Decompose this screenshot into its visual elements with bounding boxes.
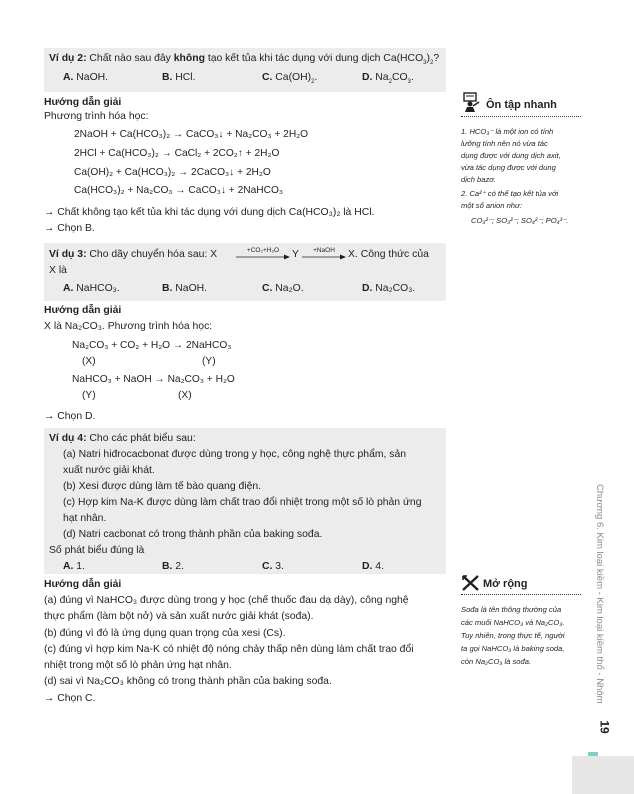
example-3-question-end: X. Công thức của — [348, 249, 429, 260]
example-2-question: Ví dụ 2: Chất nào sau đây không tạo kết tủa khi tác dụng với dung dịch $Ca(HCO_3)_2$? — [49, 53, 440, 67]
review-title: Ôn tập nhanh — [486, 99, 557, 111]
example-3-option-c: C. Na₂O. — [262, 283, 304, 294]
solution-4-title: Hướng dẫn giải — [44, 579, 122, 590]
example-2-option-c: C. $Ca(OH)_2$. — [262, 72, 318, 86]
example-4-question: Ví dụ 4: Cho các phát biểu sau: — [49, 433, 196, 444]
expand-divider — [461, 594, 581, 595]
review-line: CO₃²⁻; SO₃²⁻; SO₄²⁻; PO₄³⁻. — [471, 216, 569, 225]
example-4-count-question: Số phát biểu đúng là — [49, 545, 145, 556]
species-label: (X) — [178, 390, 192, 401]
answer-2: → Chọn B. — [44, 223, 95, 234]
solution-4-line: thực phẩm (làm bột nở) và sản xuất nước giải khát (sođa). — [44, 611, 314, 622]
page-number: 19 — [597, 720, 612, 734]
equation-line: NaHCO₃ + NaOH → Na₂CO₃ + H₂O — [72, 374, 235, 385]
solution-4-line: (d) sai vì Na₂CO₃ không có trong thành phần của baking sođa. — [44, 676, 332, 687]
equation-line: 2HCl + Ca(HCO₃)₂ → CaCl₂ + 2CO₂↑ + 2H₂O — [74, 148, 280, 159]
expand-line: Tuy nhiên, trong thực tế, người — [461, 631, 565, 640]
expand-line: các muối NaHCO₃ và Na₂CO₃. — [461, 618, 565, 627]
review-line: một số anion như: — [461, 201, 522, 210]
expand-line: còn Na₂CO₃ là sođa. — [461, 657, 532, 666]
example-2-option-d: D. $Na_2CO_3$. — [362, 72, 414, 86]
species-label: (Y) — [202, 356, 216, 367]
intermediate-y: Y — [292, 249, 299, 260]
example-3-option-b: B. NaOH. — [162, 283, 208, 294]
review-divider — [461, 116, 581, 117]
example-3-question: Ví dụ 3: Cho dãy chuyển hóa sau: X — [49, 249, 218, 260]
example-4-option-a: A. 1. — [63, 561, 85, 572]
reaction-arrow-1: +CO₂+H₂O — [236, 247, 290, 260]
review-line: vừa tác dụng được với dung — [461, 163, 556, 172]
review-line: dụng được với dung dịch axit, — [461, 151, 561, 160]
expand-title: Mở rộng — [483, 578, 528, 590]
reaction-arrow-2: +NaOH — [302, 247, 346, 260]
statement: (a) Natri hiđrocacbonat được dùng trong y học, công nghệ thực phẩm, sản — [63, 449, 407, 460]
example-2-option-b: B. HCl. — [162, 72, 196, 83]
example-2-option-a: A. NaOH. — [63, 72, 109, 83]
solution-2-title: Hướng dẫn giải — [44, 97, 122, 108]
solution-3-line: X là Na₂CO₃. Phương trình hóa học: — [44, 321, 213, 332]
equation-line: Ca(OH)₂ + Ca(HCO₃)₂ → 2CaCO₃↓ + 2H₂O — [74, 167, 271, 178]
example-4-option-c: C. 3. — [262, 561, 284, 572]
answer-3: → Chọn D. — [44, 411, 96, 422]
expand-line: Sođa là tên thông thường của — [461, 605, 562, 614]
review-line: lưỡng tính nên nó vừa tác — [461, 139, 548, 148]
species-label: (Y) — [82, 390, 96, 401]
solution-4-line: (a) đúng vì NaHCO₃ được dùng trong y học (chế thuốc đau dạ dày), công nghệ — [44, 595, 409, 606]
chapter-running-title: Chương 6. Kim loại kiềm - Kim loại kiềm thổ - Nhôm — [594, 484, 605, 704]
equation-line: 2NaOH + Ca(HCO₃)₂ → CaCO₃↓ + Na₂CO₃ + 2H₂O — [74, 129, 309, 140]
example-3-option-d: D. Na₂CO₃. — [362, 283, 416, 294]
expand-line: ta gọi NaHCO₃ là baking soda, — [461, 644, 565, 653]
example-4-option-b: B. 2. — [162, 561, 184, 572]
review-line: dịch bazơ. — [461, 175, 496, 184]
solution-3-title: Hướng dẫn giải — [44, 305, 122, 316]
species-label: (X) — [82, 356, 96, 367]
answer-4: → Chọn C. — [44, 693, 96, 704]
statement: xuất nước giải khát. — [63, 465, 155, 476]
review-icon — [461, 91, 483, 118]
statement: (b) Xesi được dùng làm tế bào quang điện. — [63, 481, 262, 492]
equation-line: Ca(HCO₃)₂ + Na₂CO₃ → CaCO₃↓ + 2NaHCO₃ — [74, 185, 284, 196]
review-line: 2. Ca²⁺ có thể tạo kết tủa với — [461, 189, 559, 198]
example-4-option-d: D. 4. — [362, 561, 384, 572]
statement: (d) Natri cacbonat có trong thành phần của baking sođa. — [63, 529, 323, 540]
statement: (c) Hợp kim Na-K được dùng làm chất trao đổi nhiệt trong một số lò phản ứng — [63, 497, 422, 508]
solution-4-line: (b) đúng vì đó là ứng dụng quan trọng của xesi (Cs). — [44, 628, 286, 639]
example-3-question-line2: X là — [49, 265, 67, 276]
solution-4-line: (c) đúng vì hợp kim Na-K có nhiệt độ nóng chảy thấp nên dùng làm chất trao đổi — [44, 644, 414, 655]
example-3-option-a: A. NaHCO₃. — [63, 283, 120, 294]
solution-4-line: nhiệt trong một số lò phản ứng hạt nhân. — [44, 660, 232, 671]
statement: hạt nhân. — [63, 513, 107, 524]
equation-label: Phương trình hóa học: — [44, 111, 149, 122]
review-line: 1. HCO₃⁻ là một ion có tính — [461, 127, 554, 136]
corner-block — [572, 756, 634, 794]
equation-line: Na₂CO₃ + CO₂ + H₂O → 2NaHCO₃ — [72, 340, 232, 351]
conclusion-2: → Chất không tạo kết tủa khi tác dụng với dung dịch Ca(HCO₃)₂ là HCl. — [44, 207, 375, 218]
